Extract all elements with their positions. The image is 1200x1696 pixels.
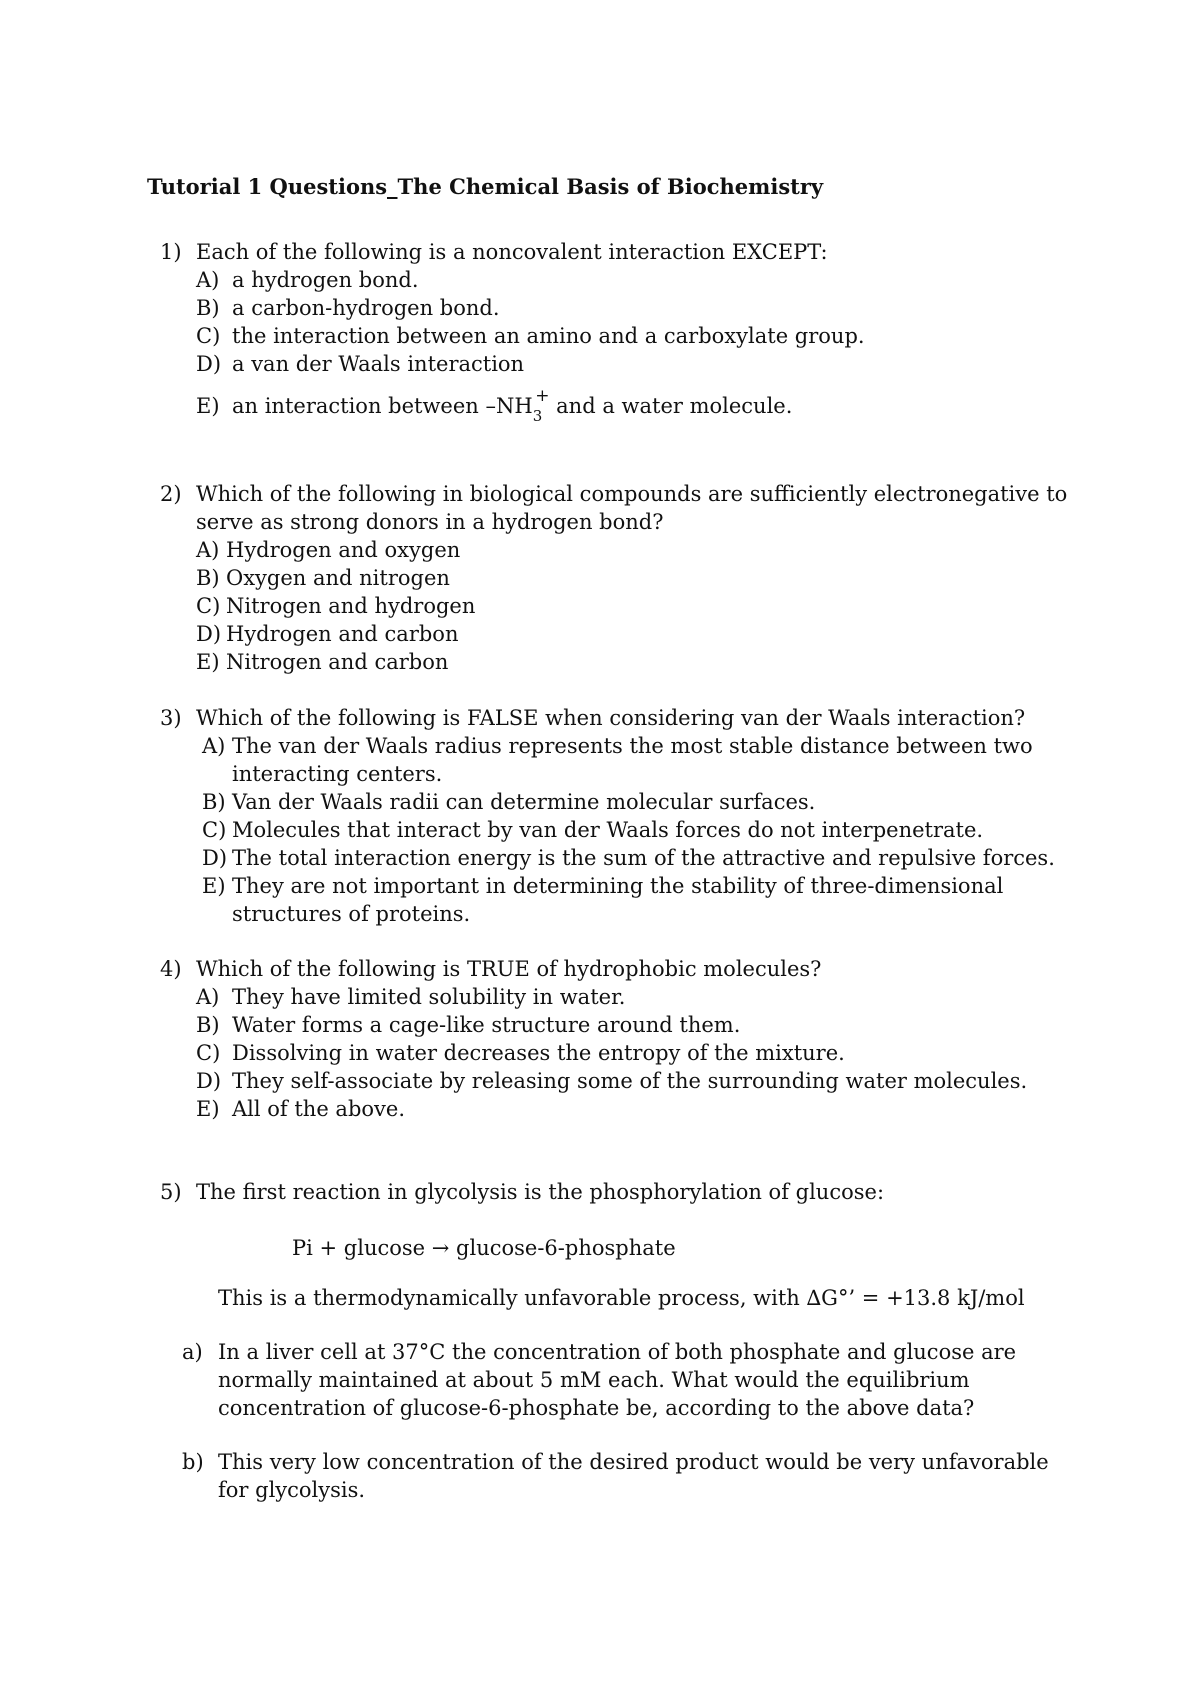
option-b: B) Van der Waals radii can determine molecular surfaces. [202, 790, 816, 814]
option-e: E) an interaction between $-NH_3^+$ and a water molecule. [196, 386, 793, 425]
option-e: E) Nitrogen and carbon [196, 650, 449, 674]
question-text: The first reaction in glycolysis is the phosphorylation of glucose: [196, 1180, 885, 1204]
question-2 [160, 480, 1080, 676]
question-number: 4) [160, 957, 182, 981]
sub-part-a: a) In a liver cell at 37°C the concentration of both phosphate and glucose are normally maintained at about 5 mM each. What would the equilibrium concentration of glucose-6-phosphate be, according to the above data? [182, 1340, 1017, 1420]
question-number: 5) [160, 1180, 182, 1204]
option-c: C) the interaction between an amino and a carboxylate group. [196, 324, 865, 348]
question-5 [160, 1178, 1080, 1504]
sub-part-b: b) This very low concentration of the desired product would be very unfavorable for glycolysis. [182, 1450, 1049, 1502]
option-b: B) a carbon-hydrogen bond. [196, 296, 500, 320]
option-a: A) The van der Waals radius represents the most stable distance between two interacting centers. [202, 734, 1033, 786]
option-a: A) They have limited solubility in water. [196, 985, 626, 1009]
question-number: 2) [160, 482, 182, 506]
thermodynamic-statement: This is a thermodynamically unfavorable process, with ∆G°’ = +13.8 kJ/mol [218, 1286, 1025, 1310]
subscript: 3 [532, 407, 543, 425]
option-c: C) Nitrogen and hydrogen [196, 594, 476, 618]
option-b: B) Water forms a cage-like structure around them. [196, 1013, 741, 1037]
reaction-equation: Pi + glucose → glucose-6-phosphate [292, 1236, 676, 1260]
question-text: Which of the following in biological compounds are sufficiently electronegative to serve as strong donors in a hydrogen bond? [196, 482, 1068, 534]
question-number: 3) [160, 706, 182, 730]
question-number: 1) [160, 240, 182, 264]
option-d: D) a van der Waals interaction [196, 352, 525, 376]
option-b: B) Oxygen and nitrogen [196, 566, 450, 590]
page-title: Tutorial 1 Questions_The Chemical Basis of Biochemistry [147, 174, 824, 199]
option-a: A) a hydrogen bond. [196, 268, 419, 292]
option-d: D) They self-associate by releasing some of the surrounding water molecules. [196, 1069, 1028, 1093]
question-3 [160, 704, 1080, 928]
option-c: C) Dissolving in water decreases the entropy of the mixture. [196, 1041, 845, 1065]
option-e: E) They are not important in determining the stability of three-dimensional structures of proteins. [202, 874, 1004, 926]
option-c: C) Molecules that interact by van der Waals forces do not interpenetrate. [202, 818, 984, 842]
question-1 [160, 238, 1080, 425]
option-a: A) Hydrogen and oxygen [196, 538, 461, 562]
superscript: + [535, 386, 550, 406]
question-text: Each of the following is a noncovalent interaction EXCEPT: [196, 240, 828, 264]
option-d: D) The total interaction energy is the sum of the attractive and repulsive forces. [202, 846, 1055, 870]
option-d: D) Hydrogen and carbon [196, 622, 459, 646]
question-4 [160, 955, 1080, 1123]
option-e: E) All of the above. [196, 1097, 406, 1121]
question-text: Which of the following is FALSE when considering van der Waals interaction? [196, 706, 1026, 730]
question-text: Which of the following is TRUE of hydrophobic molecules? [196, 957, 822, 981]
